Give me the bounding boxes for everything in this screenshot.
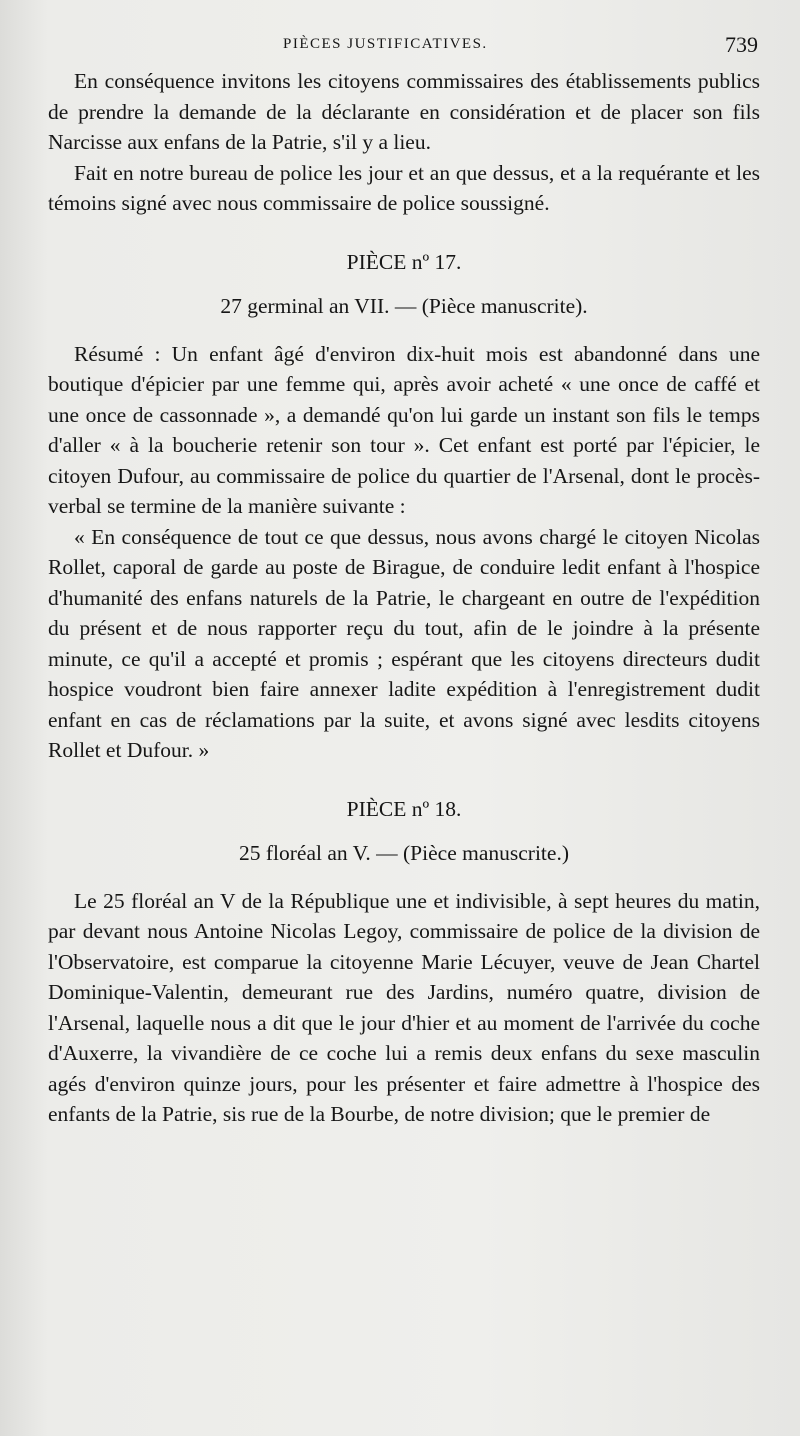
page-number: 739 bbox=[725, 32, 758, 57]
piece-17-title: PIÈCE nº 17. bbox=[346, 249, 462, 274]
piece-18-subtitle: 25 floréal an V. — (Pièce manuscrite.) bbox=[239, 840, 569, 865]
piece-17-quote: « En conséquence de tout ce que dessus, nous avons chargé le citoyen Nicolas Rollet, caporal de garde au poste de Birague, de conduire ledit enfant à l'hospice d'humanité des enfans naturels de la Patrie, le chargeant en outre de l'expédition du présent et de nous rapporter reçu du tout, afin de le joindre à la présente minute, ce qu'il a accepté et promis ; espérant que les citoyens directeurs dudit hospice voudront bien faire annexer ladite expédition à l'enregistrement dudit enfant en cas de réclamations par la suite, et avons signé avec lesdits citoyens Rollet et Dufour. » bbox=[48, 524, 760, 762]
piece-17-subtitle: 27 germinal an VII. — (Pièce manuscrite). bbox=[220, 293, 588, 318]
page-body bbox=[48, 66, 760, 1130]
piece-18-paragraph: Le 25 floréal an V de la République une et indivisible, à sept heures du matin, par devant nous Antoine Nicolas Legoy, commissaire de police de la division de l'Observatoire, est comparue la citoyenne Marie Lécuyer, veuve de Jean Chartel Dominique-Valentin, demeurant rue des Jardins, numéro quatre, division de l'Arsenal, laquelle nous a dit que le jour d'hier et au moment de l'arrivée du coche d'Auxerre, la vivandière de ce coche lui a remis deux enfans du sexe masculin agés d'environ quinze jours, pour les présenter et faire admettre à l'hospice des enfants de la Patrie, sis rue de la Bourbe, de notre division; que le premier de bbox=[48, 888, 760, 1126]
paragraph-consequence: En conséquence invitons les citoyens commissaires des établissements publics de prendre la demande de la déclarante en considération et de placer son fils Narcisse aux enfans de la Patrie, s'il y a lieu. bbox=[48, 69, 760, 154]
piece-18-title: PIÈCE nº 18. bbox=[346, 796, 462, 821]
page-header bbox=[48, 34, 760, 66]
paragraph-fait-en-notre-bureau: Fait en notre bureau de police les jour et an que dessus, et a la requérante et les témoins signé avec nous commissaire de police soussigné. bbox=[48, 160, 760, 215]
piece-17-summary: Résumé : Un enfant âgé d'environ dix-huit mois est abandonné dans une boutique d'épicier par une femme qui, après avoir acheté « une once de caffé et une once de cassonnade », a demandé qu'on lui garde un instant son fils le temps d'aller « à la boucherie retenir son tour ». Cet enfant est porté par l'épicier, le citoyen Dufour, au commissaire de police du quartier de l'Arsenal, dont le procès-verbal se termine de la manière suivante : bbox=[48, 341, 760, 518]
running-head: PIÈCES JUSTIFICATIVES. bbox=[283, 36, 488, 52]
